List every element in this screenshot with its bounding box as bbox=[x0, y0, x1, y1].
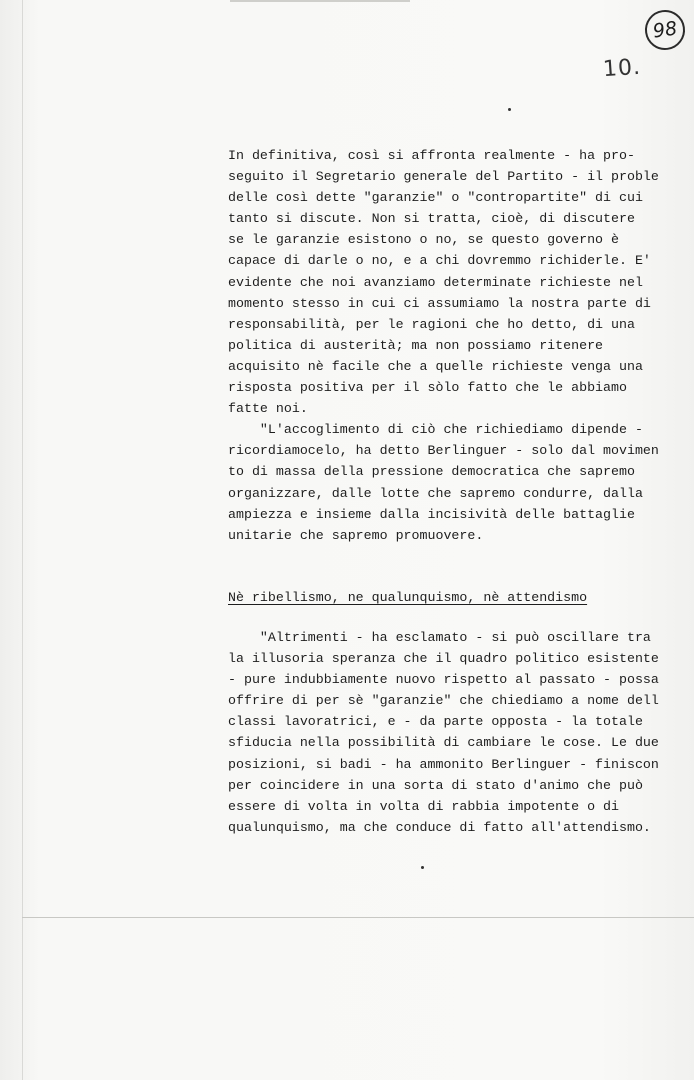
stamp-number: 98 bbox=[651, 17, 679, 43]
speck-mark bbox=[508, 108, 511, 111]
archive-stamp bbox=[642, 7, 687, 52]
page-number: 10. bbox=[602, 54, 642, 83]
top-rule bbox=[230, 0, 410, 2]
page-edge-line bbox=[22, 0, 23, 1080]
paragraph-body-2: "Altrimenti - ha esclamato - si può oscillare tra la illusoria speranza che il quadro politico esistente - pure indubbiamente nuovo rispetto al passato - possa offrire di per sè "garanzie" che chiediamo a nome dell classi lavoratrici, e - da parte opposta - la totale sfiducia nella possibilità di cambiare le cose. Le due posizioni, si badi - ha ammonito Berlinguer - finiscon per coincidere in una sorta di stato d'animo che può essere di volta in volta di rabbia impotente o di qualunquismo, ma che conduce di fatto all'attendismo. bbox=[228, 630, 659, 835]
paragraph-body-1: In definitiva, così si affronta realmente - ha pro- seguito il Segretario generale del Partito - il proble delle così dette "garanzie" o "contropartite" di cui tanto si discute. Non si tratta, cioè, di discutere se le garanzie esistono o no, se questo governo è capace di darle o no, e a chi dovremmo richiderle. E' evidente che noi avanziamo determinate richieste nel momento stesso in cui ci assumiamo la nostra parte di responsabilità, per le ragioni che ho detto, di una politica di austerità; ma non possiamo ritenere acquisito nè facile che a quelle richieste venga una risposta positiva per il sòlo fatto che le abbiamo fatte noi. "L'accoglimento di ciò che richiediamo dipende - ricordiamocelo, ha detto Berlinguer - solo dal movimen to di massa della pressione democratica che sapremo organizzare, dalle lotte che sapremo condurre, dalla ampiezza e insieme dalla incisività delle battaglie unitarie che sapremo promuovere. bbox=[228, 148, 659, 543]
speck-mark bbox=[421, 866, 424, 869]
section-heading: Nè ribellismo, ne qualunquismo, nè attendismo bbox=[228, 590, 588, 605]
bottom-rule bbox=[22, 917, 694, 918]
